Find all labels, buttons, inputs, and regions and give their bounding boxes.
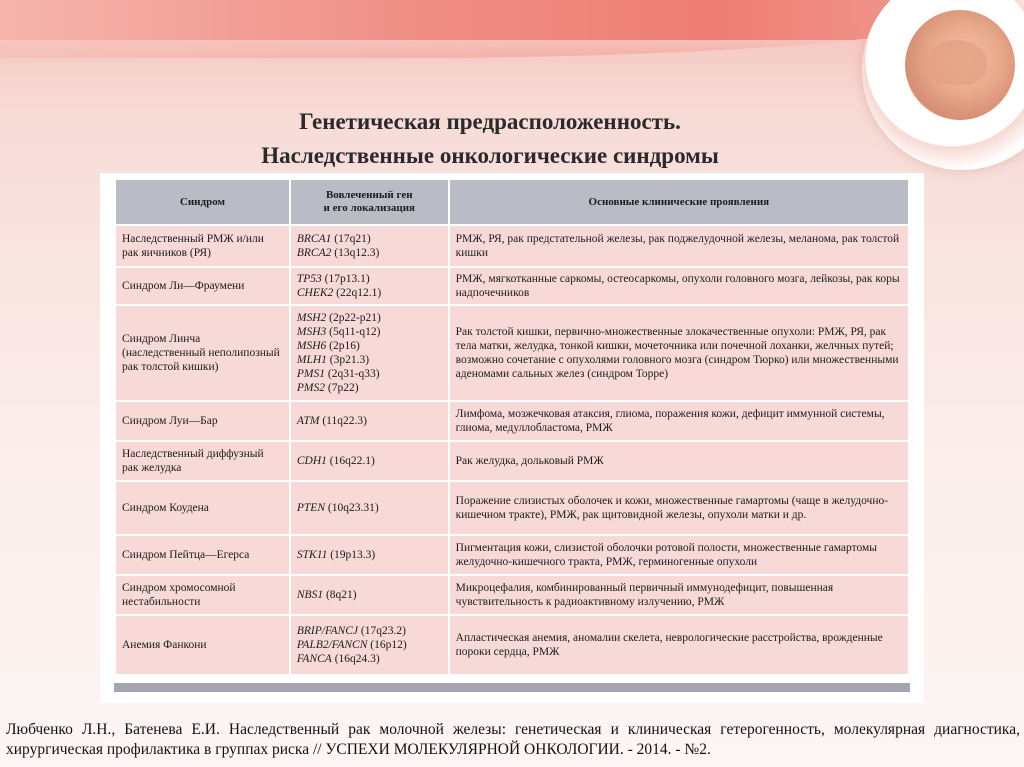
slide-title-line2: Наследственные онкологические синдромы [261,143,719,168]
gene-cell [291,616,448,674]
table-row [116,268,908,304]
gene-cell [291,536,448,574]
gene-entry: TP53 (17p13.1) [296,273,370,285]
gene-entry: ATM (11q22.3) [296,415,367,427]
gene-cell [291,482,448,534]
table-bottom-bar [114,683,910,692]
gene-entry: MSH2 (2p22-p21) [296,312,381,324]
gene-cell [291,226,448,266]
gene-entry: MSH6 (2p16) [296,340,360,352]
manifestations-cell: Поражение слизистых оболочек и кожи, множественные гамартомы (чаще в желудочно-кишечном тракте), РМЖ, рак щитовидной железы, опухоли матки и др. [450,482,908,534]
gene-entry: CDH1 (16q22.1) [296,455,375,467]
gene-cell [291,402,448,440]
manifestations-cell: Рак желудка, дольковый РМЖ [450,442,908,480]
gene-cell [291,442,448,480]
manifestations-cell: Апластическая анемия, аномалии скелета, неврологические расстройства, врожденные пороки сердца, РМЖ [450,616,908,674]
syndrome-cell: Наследственный диффузный рак желудка [116,442,289,480]
header-syndrome: Синдром [116,180,289,224]
decor-photo-image [905,10,1015,120]
slide-title-line1: Генетическая предрасположенность. [299,109,681,134]
syndrome-cell: Наследственный РМЖ и/или рак яичников (РЯ) [116,226,289,266]
table-row [116,616,908,674]
gene-cell [291,576,448,614]
syndrome-cell: Синдром Коудена [116,482,289,534]
syndrome-cell: Анемия Фанкони [116,616,289,674]
gene-entry: PTEN (10q23.31) [296,502,379,514]
table-row [116,306,908,400]
citation-text: Любченко Л.Н., Батенева Е.И. Наследственный рак молочной железы: генетическая и клиническая гетерогенность, молекулярная диагностика, хирургическая профилактика в группах риска // УСПЕХИ МОЛЕКУЛЯРНОЙ ОНКОЛОГИИ. - 2014. - №2. [6,721,1020,758]
header-manifestations: Основные клинические проявления [450,180,908,224]
syndrome-cell: Синдром Линча (наследственный неполипозный рак толстой кишки) [116,306,289,400]
table-row [116,402,908,440]
table-row [116,576,908,614]
gene-entry: BRIP/FANCJ (17q23.2) [296,625,406,637]
syndrome-cell: Синдром Пейтца—Егерса [116,536,289,574]
syndromes-table [114,178,910,676]
table-row [116,442,908,480]
manifestations-cell: Микроцефалия, комбинированный первичный иммунодефицит, повышенная чувствительность к радиоактивному излучению, РМЖ [450,576,908,614]
gene-entry: MSH3 (5q11-q12) [296,326,381,338]
gene-entry: STK11 (19p13.3) [296,549,376,561]
gene-entry: PMS2 (7p22) [296,382,359,394]
syndrome-cell: Синдром хромосомной нестабильности [116,576,289,614]
manifestations-cell: РМЖ, РЯ, рак предстательной железы, рак поджелудочной железы, меланома, рак толстой кишки [450,226,908,266]
gene-entry: BRCA1 (17q21) [296,233,371,245]
table-body [116,226,908,674]
gene-entry: MLH1 (3p21.3) [296,354,370,366]
header-gene: Вовлеченный ген и его локализация [291,180,448,224]
manifestations-cell: Рак толстой кишки, первично-множественные злокачественные опухоли: РМЖ, РЯ, рак тела матки, желудка, тонкой кишки, мочеточника или почечной лоханки, желчных путей; возможно сочетание с опухолями головного мозга (синдром Тюрко) или множественными аденомами сальных желез (синдром Торре) [450,306,908,400]
manifestations-cell: Лимфома, мозжечковая атаксия, глиома, поражения кожи, дефицит иммунной системы, глиома, медуллобластома, РМЖ [450,402,908,440]
gene-entry: BRCA2 (13q12.3) [296,247,380,259]
gene-entry: NBS1 (8q21) [296,589,357,601]
gene-entry: PALB2/FANCN (16p12) [296,639,407,651]
syndrome-cell: Синдром Ли—Фраумени [116,268,289,304]
gene-entry: FANCA (16q24.3) [296,653,380,665]
table-header-row [116,180,908,224]
gene-cell [291,306,448,400]
manifestations-cell: Пигментация кожи, слизистой оболочки ротовой полости, множественные гамартомы желудочно-кишечного тракта, РМЖ, герминогенные опухоли [450,536,908,574]
table-row [116,482,908,534]
table-frame [100,173,924,703]
table-row [116,536,908,574]
table-row [116,226,908,266]
manifestations-cell: РМЖ, мягкотканные саркомы, остеосаркомы, опухоли головного мозга, лейкозы, рак коры надпочечников [450,268,908,304]
gene-entry: PMS1 (2q31-q33) [296,368,380,380]
syndrome-cell: Синдром Луи—Бар [116,402,289,440]
gene-cell [291,268,448,304]
gene-entry: CHEK2 (22q12.1) [296,287,382,299]
